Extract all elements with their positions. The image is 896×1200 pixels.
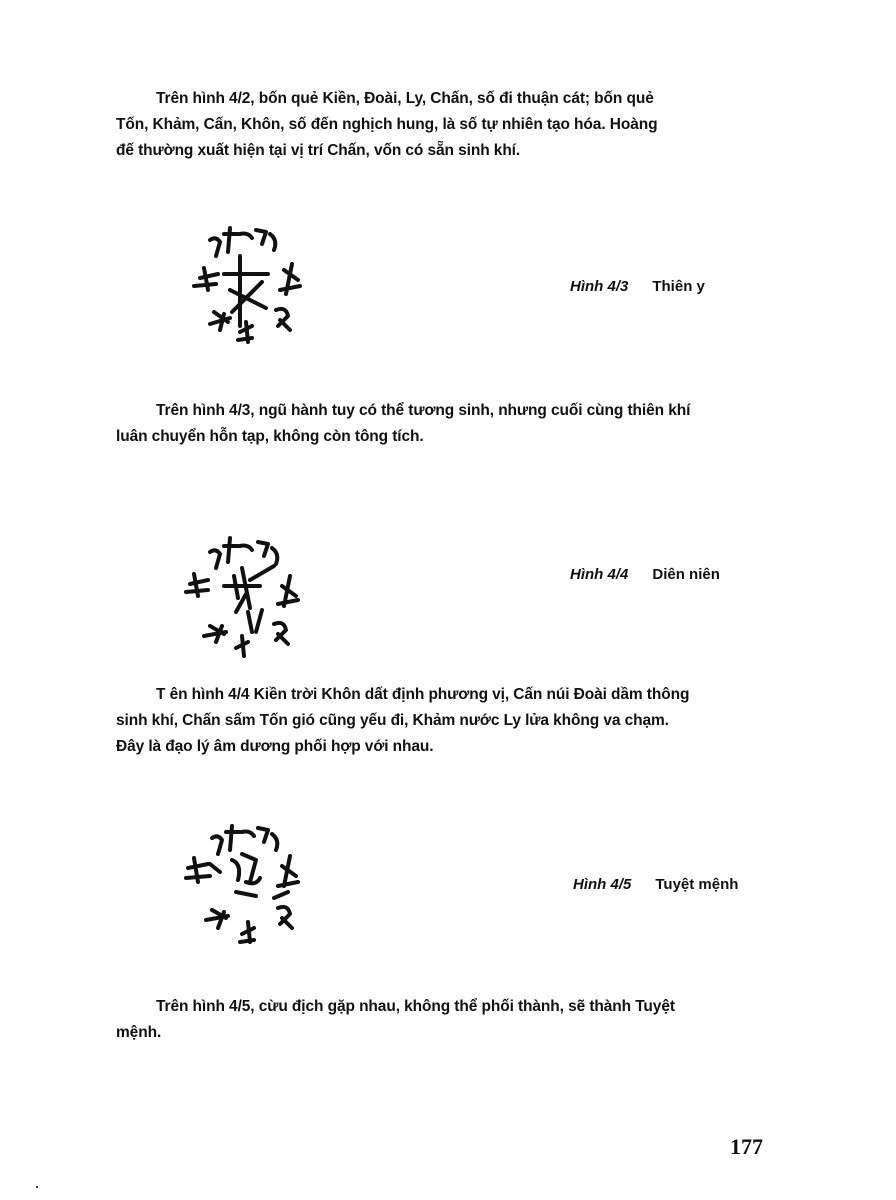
scan-speck xyxy=(36,1186,38,1188)
paragraph-2 xyxy=(116,398,772,450)
paragraph-line: Trên hình 4/2, bốn quẻ Kiền, Đoài, Ly, Chấn, số đi thuận cát; bốn quẻ xyxy=(156,90,654,107)
trigram-sketch-icon xyxy=(180,820,330,950)
figure-number: Hình 4/3 xyxy=(570,278,629,295)
paragraph-line: Trên hình 4/3, ngũ hành tuy có thể tương sinh, nhưng cuối cùng thiên khí xyxy=(156,402,691,419)
figure-4-5-caption xyxy=(573,876,738,893)
figure-4-3-caption xyxy=(570,278,705,295)
paragraph-line: đế thường xuất hiện tại vị trí Chấn, vốn có sẵn sinh khí. xyxy=(116,142,521,159)
paragraph-line: luân chuyển hỗn tạp, không còn tông tích. xyxy=(116,428,424,445)
figure-label: Tuyệt mệnh xyxy=(655,876,739,893)
paragraph-line: Đây là đạo lý âm dương phối hợp với nhau. xyxy=(116,738,434,755)
figure-label: Thiên y xyxy=(652,278,705,295)
paragraph-3 xyxy=(116,682,772,760)
page-number: 177 xyxy=(730,1134,763,1159)
figure-4-3-diagram xyxy=(180,220,330,350)
paragraph-4 xyxy=(116,994,772,1046)
figure-number: Hình 4/4 xyxy=(570,566,629,583)
figure-4-4-diagram xyxy=(180,530,330,660)
figure-label: Diên niên xyxy=(652,566,720,583)
paragraph-1 xyxy=(116,86,772,164)
trigram-sketch-icon xyxy=(180,530,330,660)
paragraph-line: T ên hình 4/4 Kiền trời Khôn dất định phương vị, Cấn núi Đoài dầm thông xyxy=(156,686,690,703)
paragraph-line: Trên hình 4/5, cừu địch gặp nhau, không thể phối thành, sẽ thành Tuyệt xyxy=(156,998,675,1015)
figure-4-4-caption xyxy=(570,566,720,583)
paragraph-line: mệnh. xyxy=(116,1024,162,1041)
paragraph-line: Tốn, Khảm, Cấn, Khôn, số đến nghịch hung, là số tự nhiên tạo hóa. Hoàng xyxy=(116,116,658,133)
paragraph-line: sinh khí, Chấn sấm Tốn gió cũng yếu đi, Khảm nước Ly lửa không va chạm. xyxy=(116,712,669,729)
figure-number: Hình 4/5 xyxy=(573,876,632,893)
trigram-sketch-icon xyxy=(180,220,330,350)
figure-4-5-diagram xyxy=(180,820,330,950)
